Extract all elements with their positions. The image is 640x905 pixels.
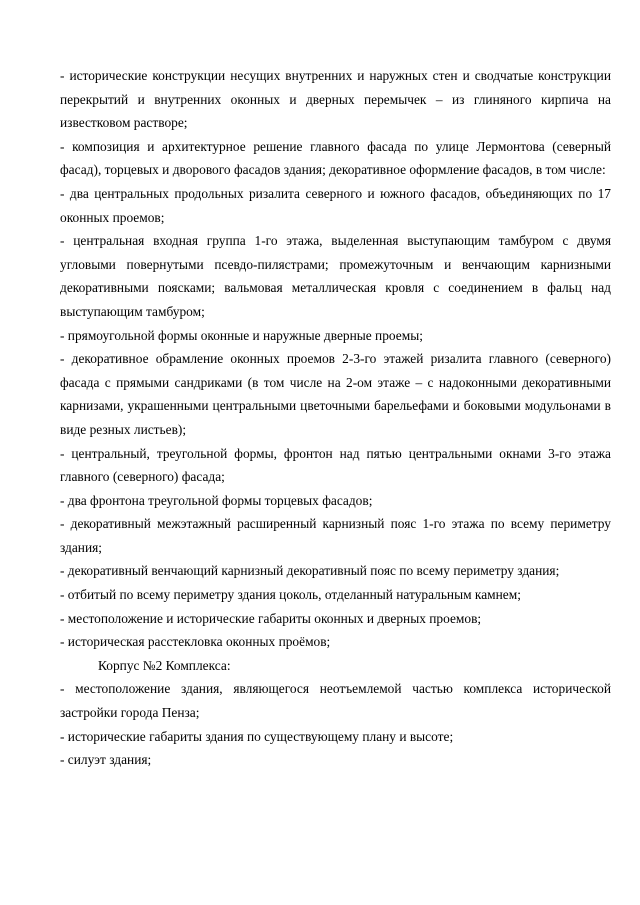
paragraph-end-pediments: - два фронтона треугольной формы торцевых фасадов;: [60, 492, 373, 508]
paragraph-main-facade: - композиция и архитектурное решение главного фасада по улице Лермонтова (северный фасад), торцевых и дворового фасадов здания; декоративное оформление фасадов, в том числе:: [60, 138, 611, 178]
paragraph-building-location: - местоположение здания, являющегося неотъемлемой частью комплекса исторической застройки города Пенза;: [60, 681, 611, 721]
paragraph-risalits: - два центральных продольных ризалита северного и южного фасадов, объединяющих по 17 оконных проемов;: [60, 185, 611, 225]
section-heading-building-2: Корпус №2 Комплекса:: [98, 657, 231, 673]
paragraph-glazing: - историческая расстекловка оконных проёмов;: [60, 634, 331, 650]
paragraph-interfloor-cornice: - декоративный межэтажный расширенный карнизный пояс 1-го этажа по всему периметру здания;: [60, 516, 611, 555]
paragraph-building-dimensions: - исторические габариты здания по существующему плану и высоте;: [60, 728, 454, 744]
paragraph-plinth: - отбитый по всему периметру здания цоколь, отделанный натуральным камнем;: [60, 587, 521, 603]
paragraph-opening-dimensions: - местоположение и исторические габариты оконных и дверных проемов;: [60, 610, 482, 626]
paragraph-historic-walls: - исторические конструкции несущих внутренних и наружных стен и сводчатые конструкции перекрытий и внутренних оконных и дверных перемычек – из глиняного кирпича на известковом растворе;: [60, 68, 611, 131]
paragraph-silhouette: - силуэт здания;: [60, 752, 152, 768]
document-body: [60, 64, 611, 772]
paragraph-entrance-group: - центральная входная группа 1-го этажа, выделенная выступающим тамбуром с двумя угловыми повернутыми псевдо-пилястрами; промежуточным и венчающим карнизными декоративными поясками; вальмовая металлическая кровля с соединением в фальц над выступающим тамбуром;: [60, 233, 611, 319]
paragraph-crowning-cornice: - декоративный венчающий карнизный декоративный пояс по всему периметру здания;: [60, 563, 560, 579]
paragraph-central-pediment: - центральный, треугольной формы, фронтон над пятью центральными окнами 3-го этажа главного (северного) фасада;: [60, 445, 611, 485]
paragraph-openings: - прямоугольной формы оконные и наружные дверные проемы;: [60, 327, 423, 343]
paragraph-window-framing: - декоративное обрамление оконных проемов 2-3-го этажей ризалита главного (северного) фасада с прямыми сандриками (в том числе на 2-ом этаже – с надоконными декоративными карнизами, украшенными центральными цветочными барельефами и боковыми модульонами в виде резных листьев);: [60, 351, 611, 437]
